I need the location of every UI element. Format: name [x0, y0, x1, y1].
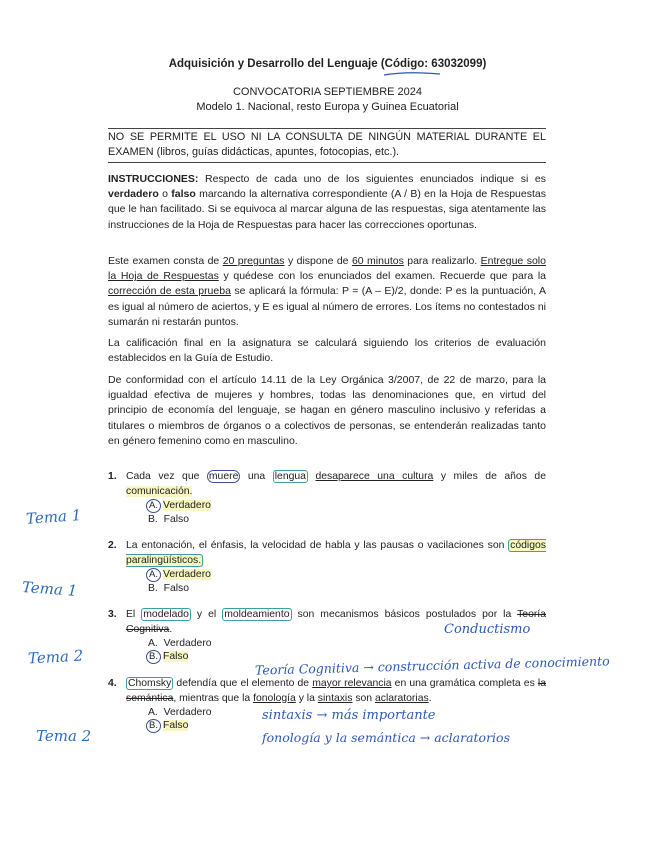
- option-a[interactable]: A. Verdadero: [146, 499, 211, 514]
- option-b[interactable]: B. Falso: [148, 514, 190, 525]
- modelo-line: Modelo 1. Nacional, resto Europa y Guinea Ecuatorial: [196, 101, 459, 113]
- option-a[interactable]: A. Verdadero: [148, 707, 212, 718]
- handwritten-tema-1-second: Tema 1: [21, 578, 78, 600]
- question-2: 2. La entonación, el énfasis, la velocidad de habla y las pausas o vacilaciones son códigos paralingüísticos. A. Verdadero B. Falso: [108, 539, 548, 595]
- instructions-paragraph-4: De conformidad con el artículo 14.11 de la Ley Orgánica 3/2007, de 22 de marzo, para la igualdad efectiva de mujeres y hombres, todas las denominaciones que, en virtud del principio de economía del lenguaje, se hagan en género masculino inclusivo y referidas a titulares o miembros de órganos o a colectivos de personas, se entenderán realizadas tanto en género femenino como en masculino.: [108, 374, 546, 447]
- handwritten-tema-1: Tema 1: [25, 506, 82, 528]
- instructions-paragraph-1: INSTRUCCIONES: Respecto de cada uno de los siguientes enunciados indique si es verdadero o falso marcando la alternativa correspondiente (A / B) en la Hoja de Respuestas que le han facilitado. Si se equivoca al marcar alguna de las respuestas, siga atentamente las instrucciones de la Hoja de Respuestas para hacer las correcciones oportunas.: [108, 173, 546, 231]
- instructions-paragraph-2: Este examen consta de 20 preguntas y dispone de 60 minutos para realizarlo. Entregue solo la Hoja de Respuestas y quédese con los enunciados del examen. Recuerde que para la corrección de esta prueba se aplicará la fórmula: P = (A – E)/2, donde: P es la puntuación, A es igual al número de aciertos, y E es igual al número de errores. Los ítems no contestados ni sumarán ni restarán puntos.: [108, 255, 546, 328]
- handwritten-fonologia: fonología y la semántica → aclaratorios: [262, 730, 510, 745]
- handwritten-conductismo: Conductismo: [444, 622, 531, 637]
- convocatoria-line: CONVOCATORIA SEPTIEMBRE 2024: [232, 86, 423, 98]
- instructions-label: INSTRUCCIONES:: [108, 173, 199, 185]
- handwritten-sintaxis: sintaxis → más importante: [262, 708, 436, 723]
- instructions-paragraph-3: La calificación final en la asignatura se calculará siguiendo los criterios de evaluación establecidos en la Guía de Estudio.: [108, 337, 546, 365]
- option-b[interactable]: B. Falso: [148, 583, 190, 594]
- warning-box: NO SE PERMITE EL USO NI LA CONSULTA DE NINGÚN MATERIAL DURANTE EL EXAMEN (libros, guías didácticas, apuntes, fotocopias, etc.).: [108, 128, 546, 163]
- option-a[interactable]: A. Verdadero: [148, 638, 212, 649]
- handwritten-teoria-cognitiva: Teoría Cognitiva → construcción activa de conocimiento: [254, 653, 610, 678]
- exam-title: Adquisición y Desarrollo del Lenguaje (Código: 63032099): [168, 58, 487, 70]
- handwritten-tema-2-second: Tema 2: [36, 727, 92, 745]
- title-underline-mark: [382, 70, 442, 78]
- option-b[interactable]: B. Falso: [146, 719, 188, 734]
- question-4: 4. Chomsky defendía que el elemento de mayor relevancia en una gramática completa es la semántica, mientras que la fonología y la sintaxis son aclaratorias. A. Verdadero B. Falso: [108, 677, 548, 733]
- question-3: 3. El modelado y el moldeamiento son mecanismos básicos postulados por la Teoría Cognitiva. A. Verdadero B. Falso: [108, 608, 548, 664]
- option-a[interactable]: A. Verdadero: [146, 568, 211, 583]
- question-1: 1. Cada vez que muere una lengua desaparece una cultura y miles de años de comunicación. A. Verdadero B. Falso: [108, 470, 548, 526]
- option-b[interactable]: B. Falso: [146, 650, 188, 665]
- handwritten-tema-2: Tema 2: [27, 646, 84, 668]
